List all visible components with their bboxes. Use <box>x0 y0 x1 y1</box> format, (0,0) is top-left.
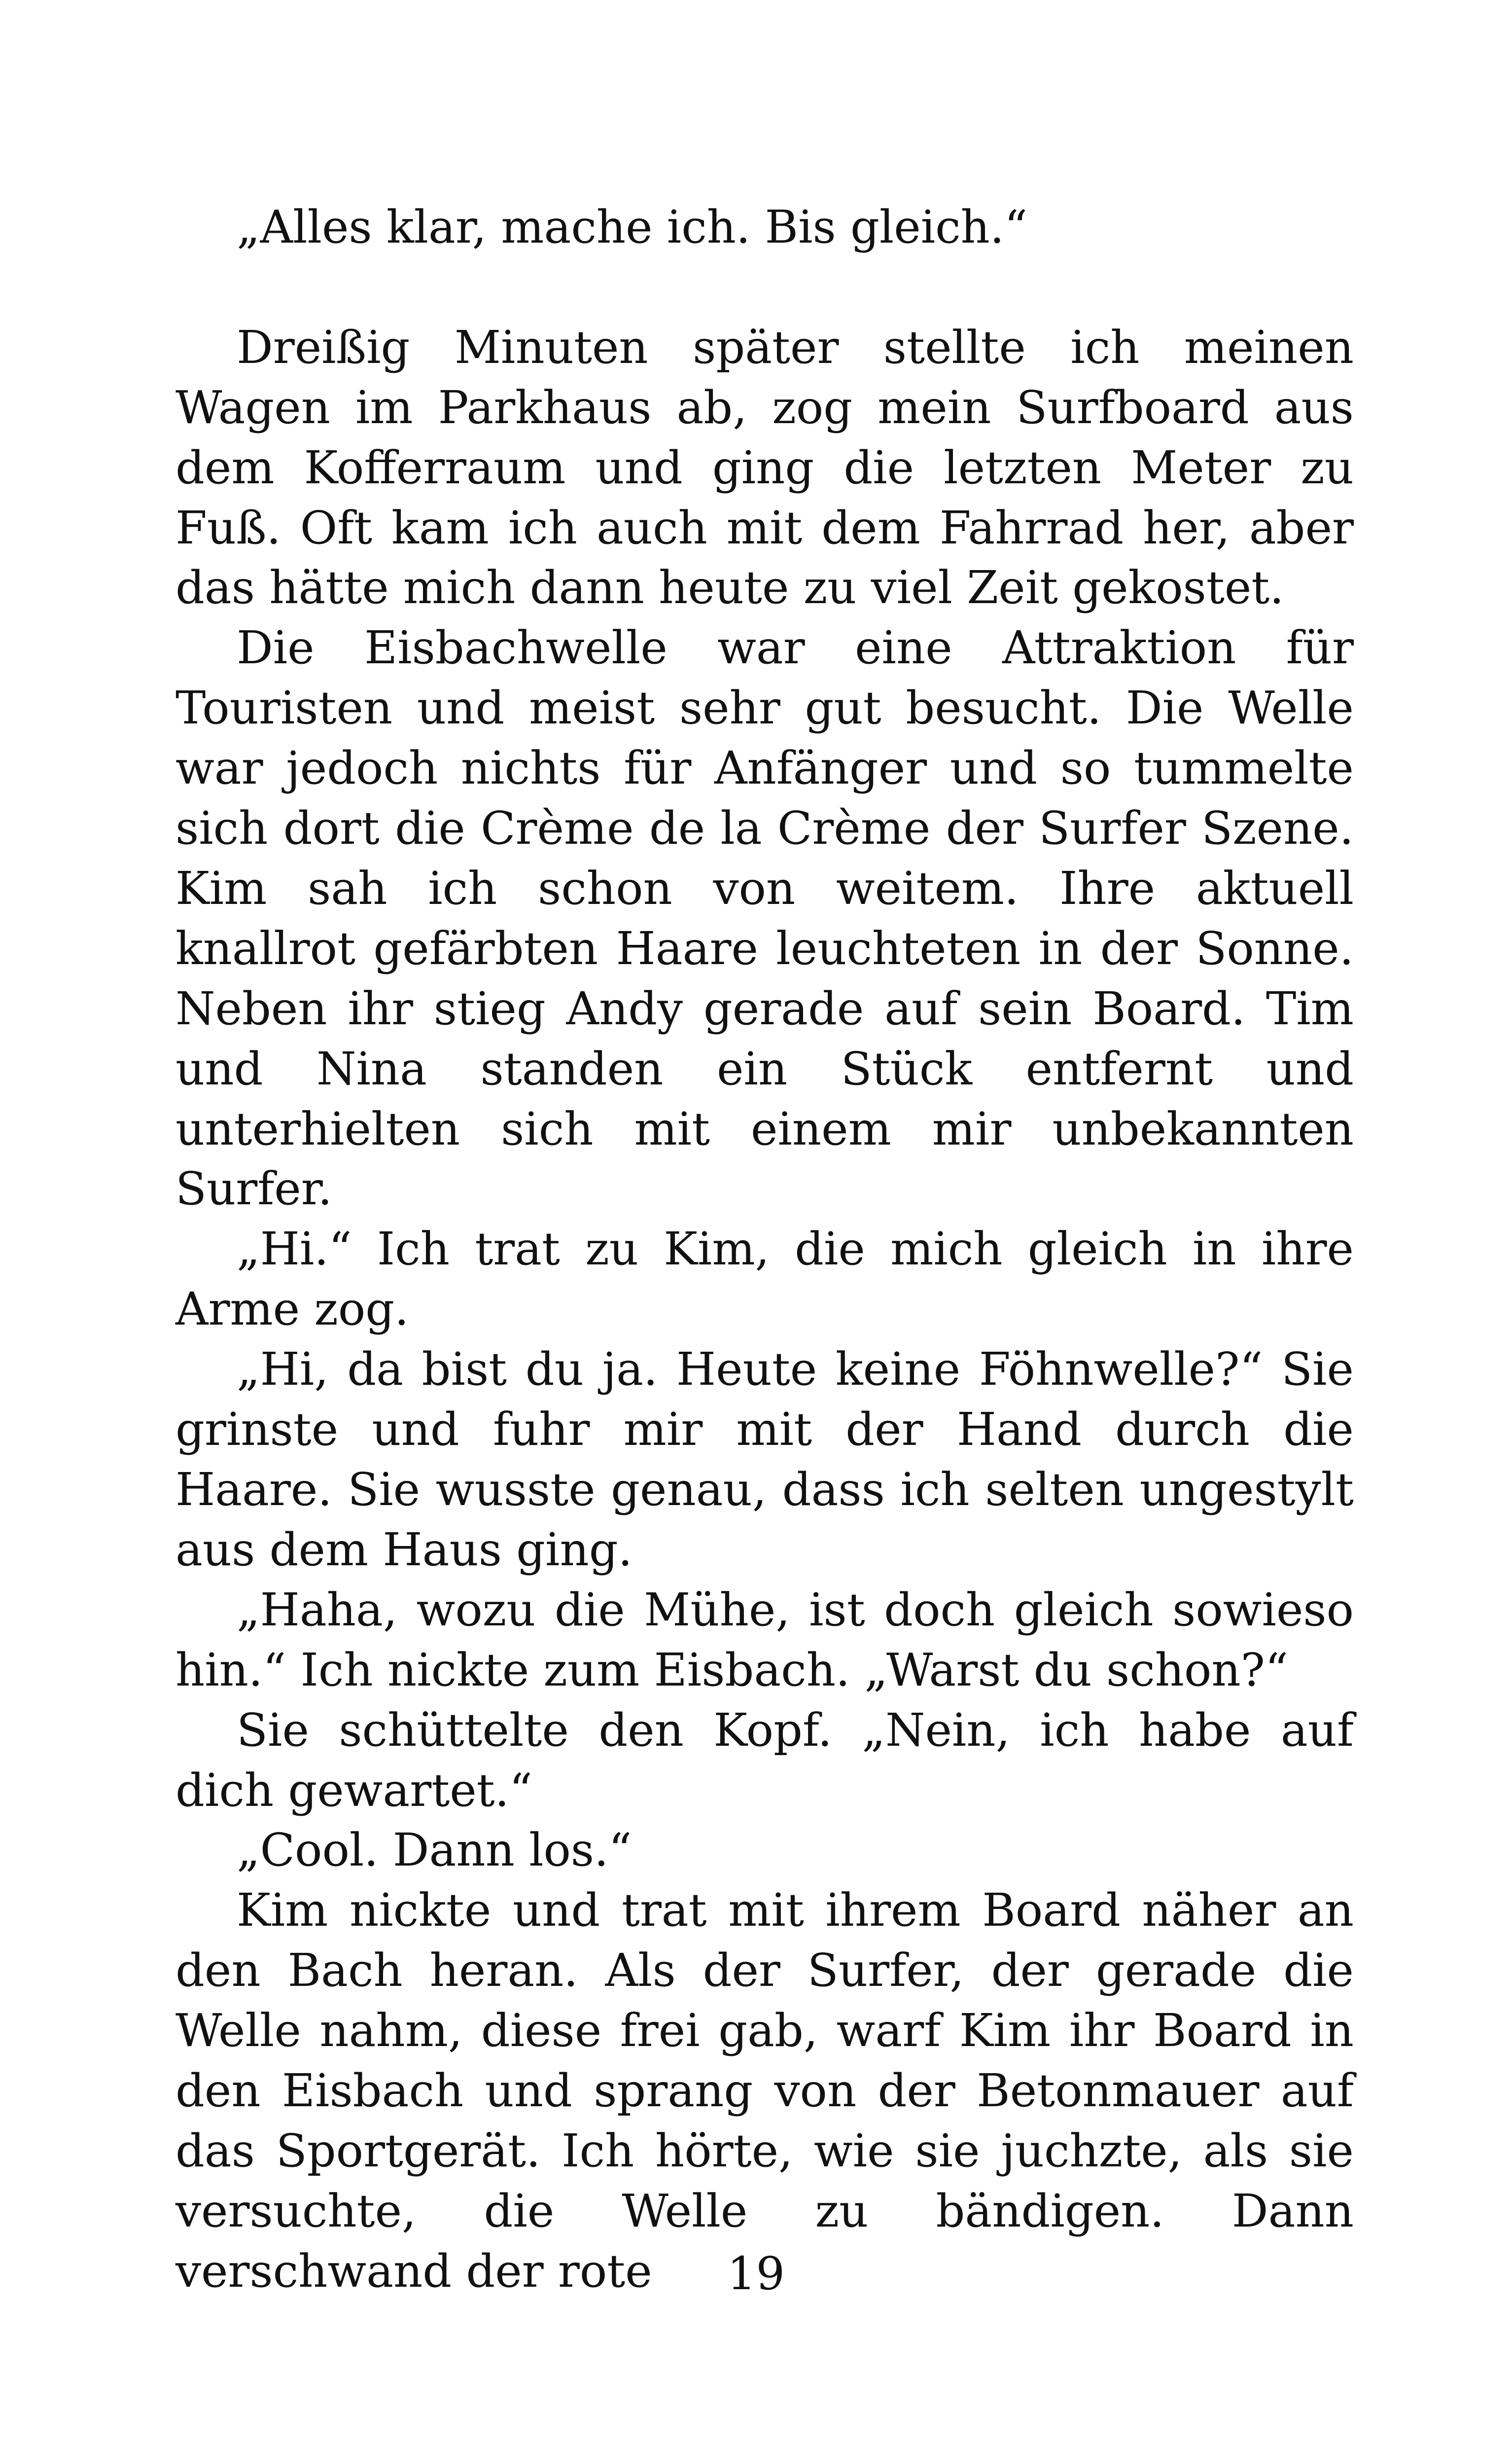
paragraph-4: „Hi.“ Ich trat zu Kim, die mich gleich in ihre Arme zog. <box>176 1222 1354 1336</box>
section-break <box>176 257 1354 318</box>
paragraph-9: Kim nickte und trat mit ihrem Board näher an den Bach heran. Als der Surfer, der gerade die Welle nahm, diese frei gab, warf Kim ihr Board in den Eisbach und sprang von der Betonmauer auf das Sportgerät. Ich hörte, wie sie juchzte, als sie versuchte, die Welle zu bändigen. Dann verschwand der rote <box>176 1884 1354 2298</box>
paragraph-1: „Alles klar, mache ich. Bis gleich.“ <box>237 201 1028 253</box>
paragraph-3: Die Eisbachwelle war eine Attraktion für Touristen und meist sehr gut besucht. Die Welle war jedoch nichts für Anfänger und so tummelte sich dort die Crème de la Crème der Surfer Szene. Kim sah ich schon von weitem. Ihre aktuell knallrot gefärbten Haare leuchteten in der Sonne. Neben ihr stieg Andy gerade auf sein Board. Tim und Nina standen ein Stück entfernt und unterhielten sich mit einem mir unbekannten Surfer. <box>176 621 1354 1216</box>
paragraph-5: „Hi, da bist du ja. Heute keine Föhnwelle?“ Sie grinste und fuhr mir mit der Hand durch die Haare. Sie wusste genau, dass ich selten ungestylt aus dem Haus ging. <box>176 1343 1354 1576</box>
paragraph-7: Sie schüttelte den Kopf. „Nein, ich habe auf dich gewartet.“ <box>176 1703 1354 1817</box>
paragraph-6: „Haha, wozu die Mühe, ist doch gleich sowieso hin.“ Ich nickte zum Eisbach. „Warst du schon?“ <box>176 1583 1354 1696</box>
page-number: 19 <box>727 2247 785 2300</box>
paragraph-2: Dreißig Minuten später stellte ich meinen Wagen im Parkhaus ab, zog mein Surfboard aus dem Kofferraum und ging die letzten Meter zu Fuß. Oft kam ich auch mit dem Fahrrad her, aber das hätte mich dann heute zu viel Zeit gekostet. <box>176 321 1354 614</box>
body-text <box>176 197 1354 2301</box>
paragraph-8: „Cool. Dann los.“ <box>237 1824 632 1877</box>
